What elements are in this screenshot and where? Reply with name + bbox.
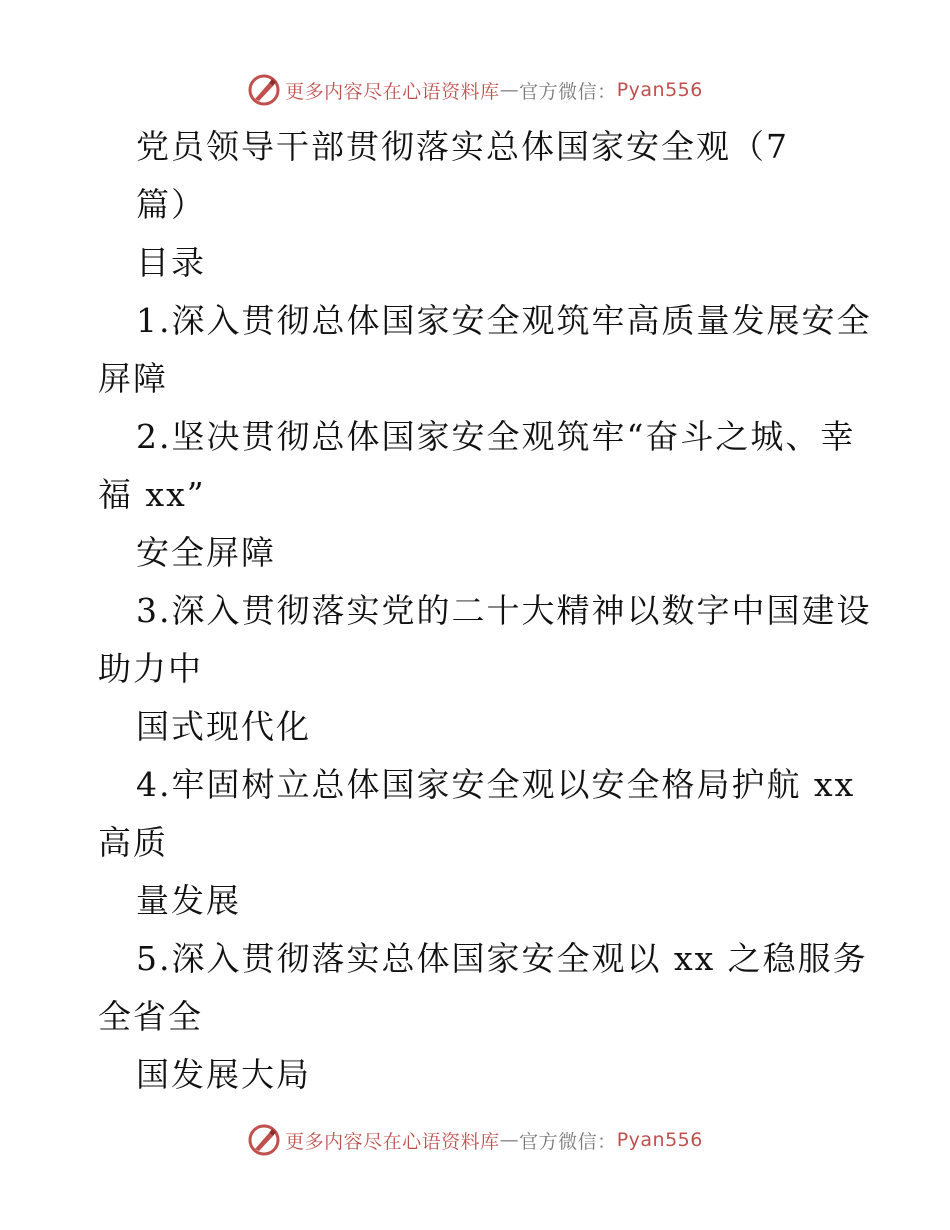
pen-logo-icon	[247, 73, 281, 107]
watermark-account: Pyan556	[616, 79, 703, 101]
document-body	[98, 118, 872, 1104]
toc-item-4-cont: 高质	[98, 823, 168, 862]
toc-item-1: 1.深入贯彻总体国家安全观筑牢高质量发展安全	[136, 301, 872, 340]
watermark-label: 官方微信：	[519, 80, 617, 103]
watermark-label: 官方微信：	[519, 1130, 617, 1153]
watermark-separator: —	[499, 79, 520, 101]
pen-logo-icon	[247, 1123, 281, 1157]
watermark-brand: 更多内容尽在心语资料库	[285, 80, 500, 103]
watermark-brand: 更多内容尽在心语资料库	[285, 1130, 500, 1153]
toc-item-2: 2.坚决贯彻总体国家安全观筑牢“奋斗之城、幸	[136, 417, 856, 456]
header-watermark	[0, 70, 950, 110]
toc-item-3-cont2: 国式现代化	[136, 707, 311, 746]
toc-item-3-cont: 助力中	[98, 649, 203, 688]
toc-item-5-cont2: 国发展大局	[136, 1055, 311, 1094]
toc-item-2-cont2: 安全屏障	[136, 533, 276, 572]
toc-item-1-cont: 屏障	[98, 359, 168, 398]
footer-watermark	[0, 1120, 950, 1160]
toc-heading: 目录	[136, 243, 206, 282]
doc-title-line-1: 党员领导干部贯彻落实总体国家安全观（7	[136, 127, 789, 166]
toc-item-3: 3.深入贯彻落实党的二十大精神以数字中国建设	[136, 591, 872, 630]
toc-item-2-cont: 福 xx”	[98, 475, 206, 514]
toc-item-4-cont2: 量发展	[136, 881, 241, 920]
doc-title-line-2: 篇）	[136, 185, 206, 224]
toc-item-5: 5.深入贯彻落实总体国家安全观以 xx 之稳服务	[136, 939, 868, 978]
watermark-separator: —	[499, 1129, 520, 1151]
toc-item-5-cont: 全省全	[98, 997, 203, 1036]
watermark-account: Pyan556	[616, 1129, 703, 1151]
toc-item-4: 4.牢固树立总体国家安全观以安全格局护航 xx	[136, 765, 856, 804]
